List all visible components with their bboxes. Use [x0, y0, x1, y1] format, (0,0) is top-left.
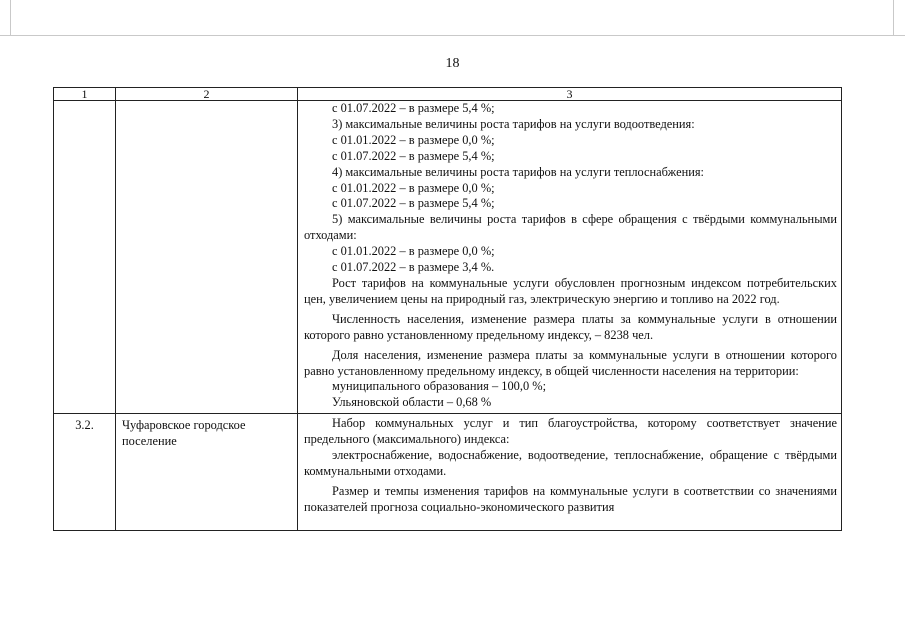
text-line: Ульяновской области – 0,68 %	[332, 395, 492, 410]
text-paragraph: Доля населения, изменение размера платы за коммунальные услуги в отношении которого равно установленному предельному индексу, в общей численности населения на территории:	[304, 347, 837, 378]
column-header-2: 2	[116, 88, 298, 101]
text-paragraph: 5) максимальные величины роста тарифов в сфере обращения с твёрдыми коммунальными отходами:	[304, 212, 837, 243]
text-line: с 01.01.2022 – в размере 0,0 %;	[332, 244, 495, 259]
text-line: с 01.01.2022 – в размере 0,0 %;	[332, 180, 495, 195]
settlement-name	[116, 101, 298, 414]
scan-corner-left	[10, 0, 11, 36]
page-number: 18	[445, 56, 460, 71]
column-header-3: 3	[298, 88, 842, 101]
row-text-cell	[298, 414, 842, 531]
text-line: муниципального образования – 100,0 %;	[332, 379, 547, 394]
text-paragraph: электроснабжение, водоснабжение, водоотведение, теплоснабжение, обращение с твёрдыми коммунальными отходами.	[304, 448, 837, 478]
text-line: с 01.07.2022 – в размере 5,4 %;	[332, 101, 495, 115]
table-row	[54, 414, 842, 531]
table-row	[54, 101, 842, 414]
text-paragraph: Размер и темпы изменения тарифов на коммунальные услуги в соответствии со значениями показателей прогноза социально-экономического развития	[304, 483, 837, 514]
tariff-table	[53, 87, 842, 531]
row-text-cell	[298, 101, 842, 414]
row-number: 3.2.	[54, 414, 116, 531]
text-line: 4) максимальные величины роста тарифов на услуги теплоснабжения:	[332, 164, 704, 179]
text-paragraph: Рост тарифов на коммунальные услуги обусловлен прогнозным индексом потребительских цен, увеличением цены на природный газ, электрическую энергию и топливо на 2022 год.	[304, 275, 837, 306]
text-line: с 01.01.2022 – в размере 0,0 %;	[332, 132, 495, 147]
text-line: с 01.07.2022 – в размере 5,4 %;	[332, 148, 495, 163]
text-line: с 01.07.2022 – в размере 3,4 %.	[332, 260, 495, 275]
text-paragraph: Набор коммунальных услуг и тип благоустройства, которому соответствует значение предельного (максимального) индекса:	[304, 416, 837, 447]
text-paragraph: Численность населения, изменение размера платы за коммунальные услуги в отношении которого равно установленному предельному индексу, – 8238 чел.	[304, 311, 837, 342]
text-line: с 01.07.2022 – в размере 5,4 %;	[332, 196, 495, 211]
row-number	[54, 101, 116, 414]
scan-corner-right	[893, 0, 894, 36]
column-header-1: 1	[54, 88, 116, 101]
settlement-name: Чуфаровское городское поселение	[116, 414, 298, 531]
text-line: 3) максимальные величины роста тарифов на услуги водоотведения:	[332, 116, 695, 131]
scan-border-line	[0, 35, 905, 36]
table-header-row	[54, 88, 842, 101]
